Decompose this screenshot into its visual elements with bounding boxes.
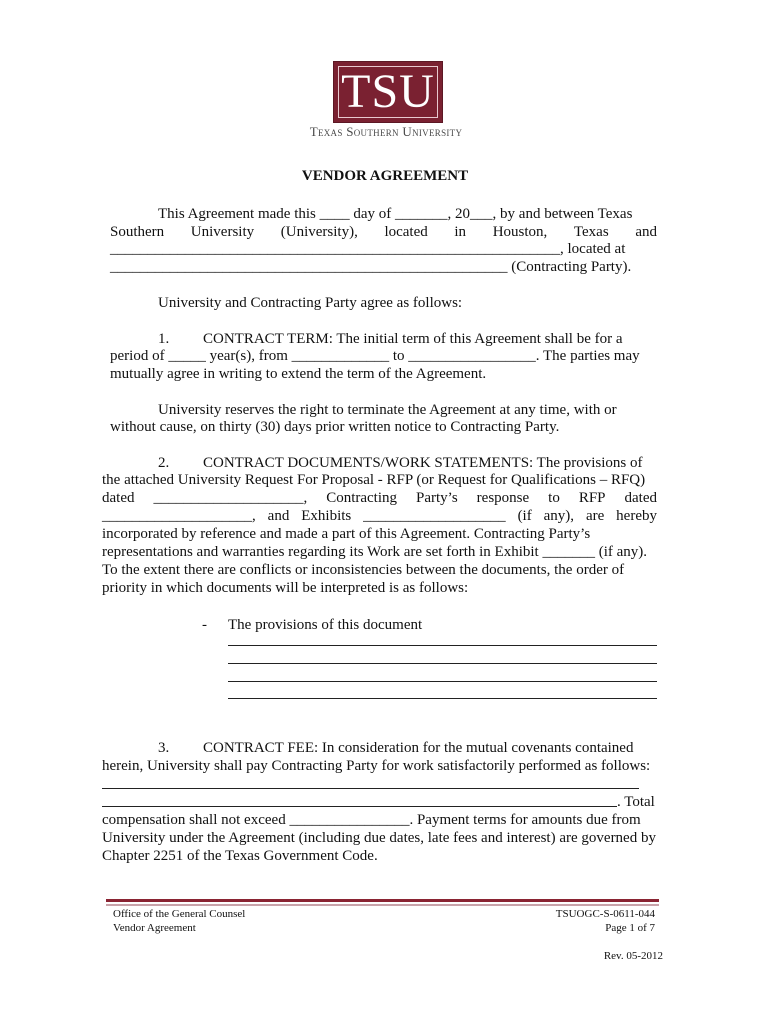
section-3-line-1: 3. CONTRACT FEE: In consideration for the mutual covenants contained (158, 740, 634, 756)
section-2-line-1: 2. CONTRACT DOCUMENTS/WORK STATEMENTS: The provisions of (158, 455, 643, 471)
section-2-line-4: ____________________, and Exhibits ___________________ (if any), are hereby (102, 508, 657, 524)
terminate-line-1: University reserves the right to terminate the Agreement at any time, with or (158, 402, 617, 418)
footer-doc-name: Vendor Agreement (113, 922, 196, 934)
section-3-line-7: Chapter 2251 of the Texas Government Code. (102, 848, 378, 864)
section-2-line-6: representations and warranties regarding its Work are set forth in Exhibit _______ (if any). (102, 544, 648, 560)
section-1-line-2: period of _____ year(s), from _____________ to _________________. The parties may (110, 348, 640, 364)
section-2-line-7: To the extent there are conflicts or inconsistencies between the documents, the order of (102, 562, 625, 578)
priority-blank-line (228, 663, 657, 664)
priority-item-1: The provisions of this document (228, 617, 423, 633)
section-1-line-1: 1. CONTRACT TERM: The initial term of this Agreement shall be for a (158, 331, 623, 347)
footer-page-number: Page 1 of 7 (605, 922, 655, 934)
section-1-line-3: mutually agree in writing to extend the term of the Agreement. (110, 366, 487, 382)
section-2-line-8: priority in which documents will be interpreted is as follows: (102, 580, 469, 596)
section-3-line-5: compensation shall not exceed ________________. Payment terms for amounts due from (102, 812, 641, 828)
priority-blank-line (228, 698, 657, 699)
terminate-line-2: without cause, on thirty (30) days prior written notice to Contracting Party. (110, 419, 560, 435)
intro-line-4: _____________________________________________________ (Contracting Party). (110, 259, 632, 275)
logo-text: TSU (341, 65, 435, 118)
intro-line-3: ____________________________________________________________, located at (110, 241, 626, 257)
fee-blank-line (102, 806, 617, 807)
document-title: VENDOR AGREEMENT (301, 168, 469, 184)
section-3-line-6: University under the Agreement (including due dates, late fees and interest) are governed by (102, 830, 656, 846)
section-3-line-4-end: . Total (617, 794, 655, 810)
section-3-line-2: herein, University shall pay Contracting Party for work satisfactorily performed as follows: (102, 758, 651, 774)
intro-line-1: This Agreement made this ____ day of _______, 20___, by and between Texas (158, 206, 633, 222)
priority-blank-line (228, 645, 657, 646)
section-2-line-3: dated ____________________, Contracting Party’s response to RFP dated (102, 490, 657, 506)
priority-blank-line (228, 681, 657, 682)
tsu-logo (333, 61, 443, 123)
footer-form-number: TSUOGC-S-0611-044 (555, 908, 655, 920)
footer-office: Office of the General Counsel (113, 908, 246, 920)
section-2-line-2: the attached University Request For Proposal - RFP (or Request for Qualifications – RFQ) (102, 472, 646, 488)
footer-revision: Rev. 05-2012 (603, 950, 663, 962)
fee-blank-line (102, 788, 639, 789)
agree-line: University and Contracting Party agree as follows: (158, 295, 463, 311)
intro-line-2: Southern University (University), located in Houston, Texas and (110, 224, 657, 240)
footer-divider (106, 899, 659, 906)
university-name: Texas Southern University (309, 124, 463, 139)
priority-bullet-dash: - (202, 617, 207, 633)
section-2-line-5: incorporated by reference and made a part of this Agreement. Contracting Party’s (102, 526, 591, 542)
